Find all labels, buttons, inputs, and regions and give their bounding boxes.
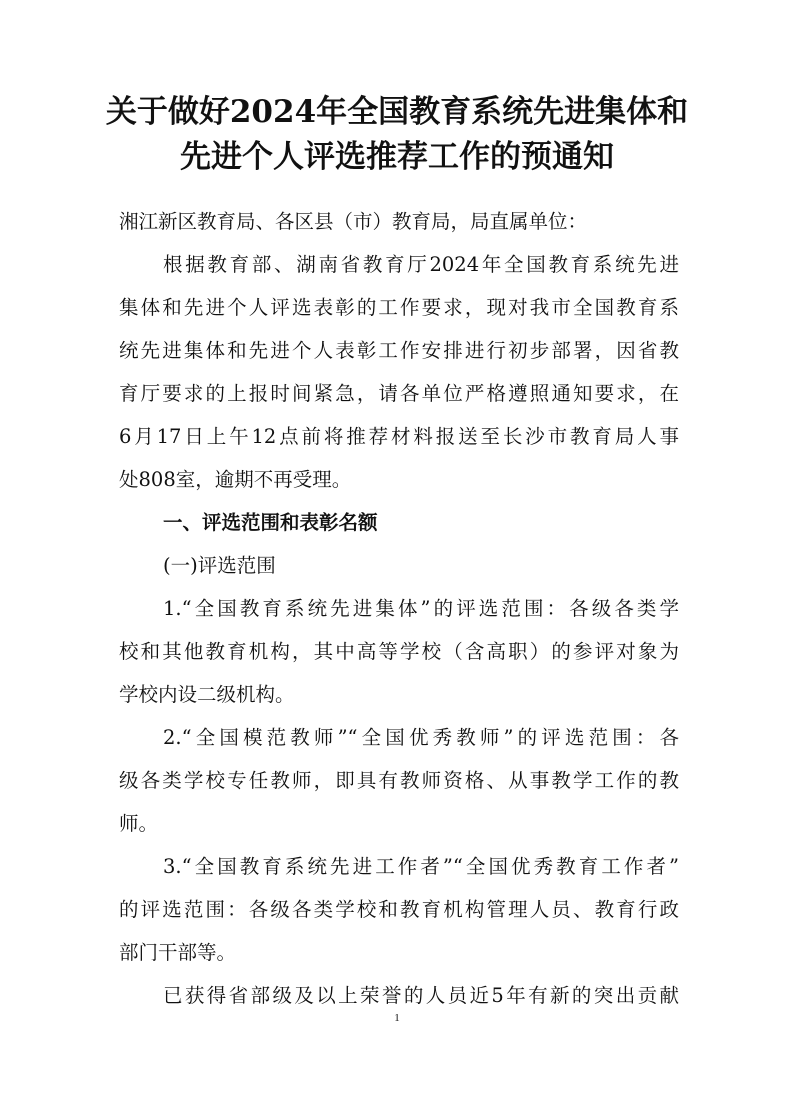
list-item-line: 师。 <box>119 812 159 835</box>
subsection-heading: (一)评选范围 <box>163 554 276 577</box>
paragraph-line: 根据教育部、湖南省教育厅2024年全国教育系统先进 <box>163 253 679 276</box>
list-item-line: 校和其他教育机构，其中高等学校（含高职）的参评对象为 <box>119 640 679 663</box>
list-item-line: 3.“全国教育系统先进工作者”“全国优秀教育工作者” <box>163 855 679 878</box>
page-number: 1 <box>394 1012 400 1024</box>
document-title-line-1: 关于做好2024年全国教育系统先进集体和 <box>105 94 689 130</box>
salutation: 湘江新区教育局、各区县（市）教育局，局直属单位： <box>119 210 588 233</box>
paragraph-line: 6月17日上午12点前将推荐材料报送至长沙市教育局人事 <box>119 425 679 448</box>
paragraph-line: 育厅要求的上报时间紧急，请各单位严格遵照通知要求，在 <box>119 382 679 405</box>
list-item-line: 部门干部等。 <box>119 941 237 964</box>
list-item-line: 2.“全国模范教师”“全国优秀教师”的评选范围：各 <box>163 726 679 749</box>
paragraph-line: 已获得省部级及以上荣誉的人员近5年有新的突出贡献 <box>163 984 679 1007</box>
document-title-line-2: 先进个人评选推荐工作的预通知 <box>180 139 614 175</box>
paragraph-line: 处808室，逾期不再受理。 <box>119 468 352 491</box>
section-heading: 一、评选范围和表彰名额 <box>163 511 378 534</box>
list-item-line: 1.“全国教育系统先进集体”的评选范围：各级各类学 <box>163 597 679 620</box>
paragraph-line: 集体和先进个人评选表彰的工作要求，现对我市全国教育系 <box>119 296 679 319</box>
list-item-line: 学校内设二级机构。 <box>119 683 295 706</box>
paragraph-line: 统先进集体和先进个人表彰工作安排进行初步部署，因省教 <box>119 339 679 362</box>
list-item-line: 的评选范围：各级各类学校和教育机构管理人员、教育行政 <box>119 898 679 921</box>
list-item-line: 级各类学校专任教师，即具有教师资格、从事教学工作的教 <box>119 769 679 792</box>
